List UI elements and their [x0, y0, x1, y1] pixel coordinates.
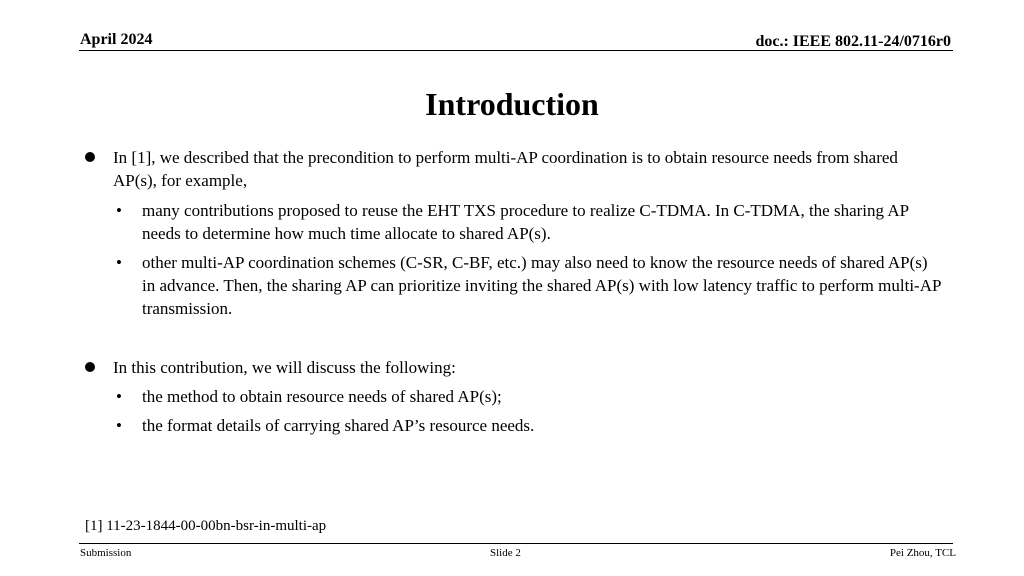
sub-bullet-item: [116, 251, 942, 320]
sub-bullet-text: the format details of carrying shared AP’s resource needs.: [142, 416, 535, 435]
sub-bullet-item: [116, 414, 942, 437]
footer-author: Pei Zhou, TCL: [889, 547, 956, 559]
bullet-item: [113, 356, 943, 379]
header-doc-id: doc.: IEEE 802.11-24/0716r0: [755, 33, 951, 50]
sub-bullet-text: other multi-AP coordination schemes (C-SR, C-BF, etc.) may also need to know the resource needs of shared AP(s) in advance. Then, the sharing AP can prioritize inviting the shared AP(s) with low latency traffic to perform multi-AP transmission.: [142, 253, 941, 318]
header-date: April 2024: [80, 31, 153, 48]
bullet-item: [113, 146, 943, 192]
footer-slide-number: Slide 2: [490, 547, 521, 559]
sub-bullet-icon: •: [116, 253, 122, 272]
bullet-text: In [1], we described that the precondition to perform multi-AP coordination is to obtain resource needs from shared AP(s), for example,: [113, 148, 898, 190]
sub-bullet-icon: •: [116, 416, 122, 435]
sub-bullet-icon: •: [116, 201, 122, 220]
sub-bullet-text: many contributions proposed to reuse the EHT TXS procedure to realize C-TDMA. In C-TDMA, the sharing AP needs to determine how much time allocate to shared AP(s).: [142, 201, 909, 243]
slide-title: Introduction: [425, 86, 599, 122]
sub-bullet-icon: •: [116, 387, 122, 406]
bullet-dot-icon: [85, 362, 95, 372]
sub-bullet-item: [116, 385, 942, 408]
footnote-reference: [1] 11-23-1844-00-00bn-bsr-in-multi-ap: [85, 518, 327, 534]
footer-divider: [79, 543, 953, 544]
sub-bullet-text: the method to obtain resource needs of shared AP(s);: [142, 387, 502, 406]
sub-bullet-item: [116, 199, 942, 245]
footer-submission: Submission: [80, 547, 132, 559]
header-divider: [79, 50, 953, 51]
bullet-dot-icon: [85, 152, 95, 162]
bullet-text: In this contribution, we will discuss the following:: [113, 358, 456, 377]
